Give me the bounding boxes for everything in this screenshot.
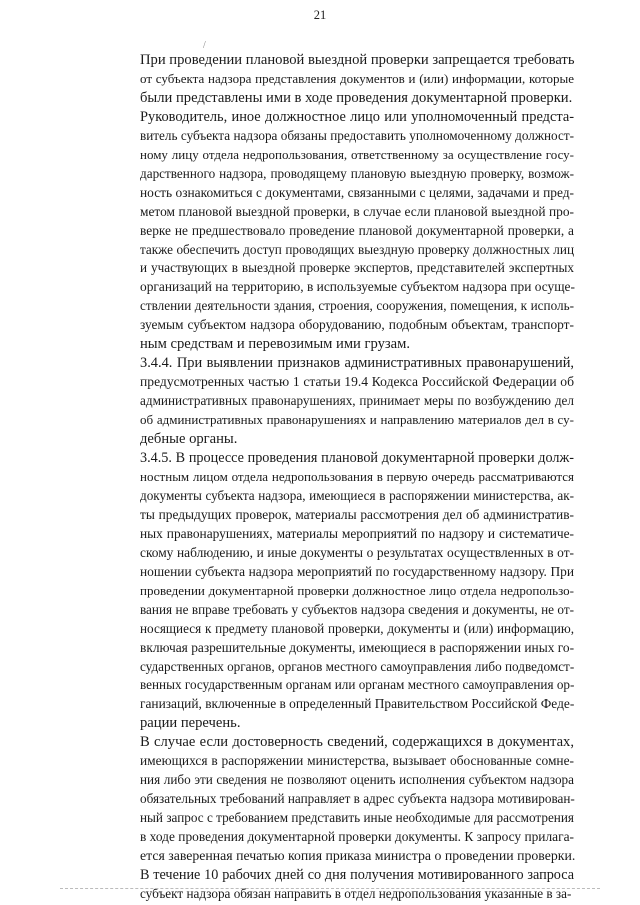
paragraph xyxy=(104,733,574,866)
text-line: ствлении деятельности здания, строения, сооружения, помещения, к исполь- xyxy=(140,298,574,314)
text-line: носящиеся к предмету плановой проверки, документы и (или) информацию, xyxy=(140,620,574,636)
text-line: витель субъекта надзора обязаны предоставить уполномоченному должност- xyxy=(140,127,574,143)
paragraph xyxy=(104,51,574,108)
text-line: зуемым субъектом надзора оборудованию, подобным объектам, транспорт- xyxy=(140,317,574,333)
text-line: ганизаций, включенные в определенный Правительством Российской Феде- xyxy=(140,696,575,712)
text-line: обязательных требований направляет в адрес субъекта надзора мотивирован- xyxy=(140,791,575,807)
text-line: были представлены ими в ходе проведения документарной проверки. xyxy=(140,89,573,106)
text-line: дарственного надзора, проводящему плановую выездную проверку, возмож- xyxy=(140,165,574,181)
stray-mark: / xyxy=(203,40,206,51)
text-line: венных государственным органам или органам местного самоуправления ор- xyxy=(140,677,575,693)
text-line: сударственных органов, органов местного самоуправления либо подведомст- xyxy=(140,658,575,674)
paragraph xyxy=(104,354,574,449)
text-line: рации перечень. xyxy=(140,715,241,732)
paragraph xyxy=(104,449,574,733)
text-line: организаций на территорию, в используемые субъектом надзора при осуще- xyxy=(140,279,575,295)
text-line: При проведении плановой выездной проверки запрещается требовать xyxy=(140,52,575,68)
text-line: об административных правонарушениях и направлению материалов дел в су- xyxy=(140,412,574,428)
text-line: документы субъекта надзора, имеющиеся в распоряжении министерства, ак- xyxy=(140,487,574,503)
text-line: скому наблюдению, и иные документы о результатах осуществленных в от- xyxy=(140,544,574,560)
text-line: в ходе проведения документарной проверки документы. К запросу прилага- xyxy=(140,829,574,845)
text-line: ты предыдущих проверок, материалы рассмотрения дел об административ- xyxy=(140,506,574,522)
text-line: включая разрешительные документы, имеющиеся в распоряжении иных го- xyxy=(140,639,575,655)
text-line: вания не вправе требовать у субъектов надзора сведения и документы, не от- xyxy=(140,601,574,617)
page-number: 21 xyxy=(313,8,327,22)
text-line: 3.4.4. При выявлении признаков административных правонарушений, xyxy=(140,355,574,372)
paragraph xyxy=(104,866,574,904)
text-line: ность ознакомиться с документами, связанными с целями, задачами и пред- xyxy=(140,184,574,200)
text-line: административных правонарушениях, принимает меры по возбуждению дел xyxy=(140,393,574,409)
text-line: дебные органы. xyxy=(140,431,238,448)
text-line: также обеспечить доступ проводящих выездную проверку должностных лиц xyxy=(140,241,574,257)
text-line: В случае если достоверность сведений, содержащихся в документах, xyxy=(140,734,574,751)
text-line: имеющихся в распоряжении министерства, вызывает обоснованные сомне- xyxy=(140,753,574,769)
text-line: ношении субъекта надзора мероприятий по государственному надзору. При xyxy=(140,563,574,579)
text-line: В течение 10 рабочих дней со дня получения мотивированного запроса xyxy=(140,866,574,883)
document-body xyxy=(104,51,574,904)
text-line: метом плановой выездной проверки, в случае если плановой выездной про- xyxy=(140,203,574,219)
text-line: проведении документарной проверки должностное лицо отдела недропользо- xyxy=(140,582,574,598)
text-line: ностным лицом отдела недропользования в первую очередь рассматриваются xyxy=(140,468,574,484)
paragraph xyxy=(104,108,574,354)
text-line: и участвующих в выездной проверке экспертов, представителей экспертных xyxy=(140,260,574,276)
text-line: предусмотренных частью 1 статьи 19.4 Кодекса Российской Федерации об xyxy=(140,374,574,390)
text-line: ется заверенная печатью копия приказа министра о проведении проверки. xyxy=(140,848,576,864)
text-line: субъект надзора обязан направить в отдел недропользования указанные в за- xyxy=(140,885,572,901)
text-line: ния либо эти сведения не позволяют оценить исполнения субъектом надзора xyxy=(140,772,574,788)
text-line: ным средствам и перевозимым ими грузам. xyxy=(140,336,411,353)
text-line: верке не предшествовало проведение плановой документарной проверки, а xyxy=(140,222,574,238)
text-line: от субъекта надзора представления документов и (или) информации, которые xyxy=(140,70,574,86)
text-line: 3.4.5. В процессе проведения плановой документарной проверки долж- xyxy=(140,450,574,467)
page-bottom-edge xyxy=(60,888,600,889)
text-line: ных правонарушениях, материалы мероприятий по надзору и систематиче- xyxy=(140,525,574,541)
text-line: ному лицу отдела недропользования, ответственному за осуществление госу- xyxy=(140,146,574,162)
text-line: ный запрос с требованием представить иные необходимые для рассмотрения xyxy=(140,810,574,826)
text-line: Руководитель, иное должностное лицо или уполномоченный предста- xyxy=(140,108,574,125)
